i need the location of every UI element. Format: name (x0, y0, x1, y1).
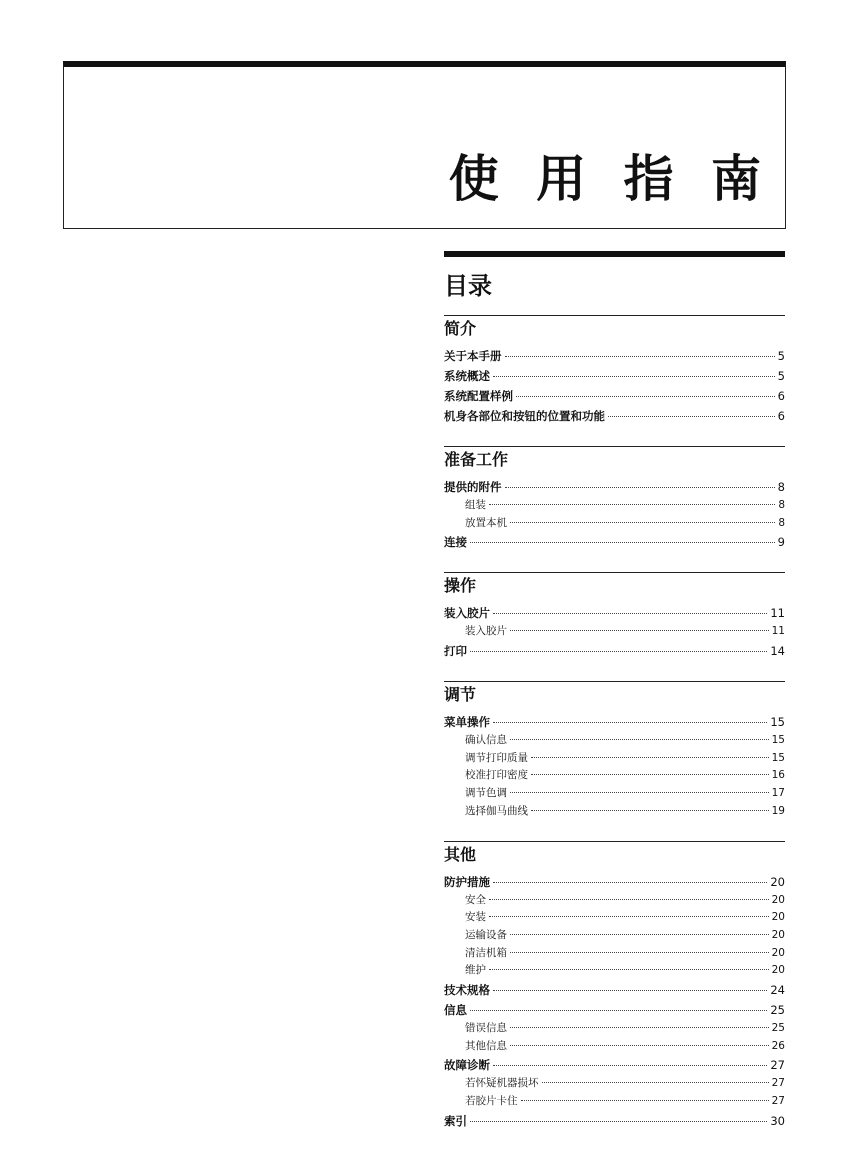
entry-label: 校准打印密度 (465, 769, 528, 782)
dot-leader (510, 1045, 769, 1046)
section-title: 操作 (444, 576, 477, 596)
dot-leader (493, 376, 775, 377)
page-number: 8 (777, 480, 785, 494)
page-number: 27 (771, 1095, 785, 1107)
entry-label: 安装 (465, 911, 486, 924)
dot-leader (489, 899, 769, 900)
section-title: 简介 (444, 319, 477, 338)
toc-subentry[interactable] (444, 945, 785, 963)
toc-section (444, 681, 785, 820)
dot-leader (510, 1027, 769, 1028)
toc-subentry[interactable] (444, 962, 785, 980)
toc-subentry[interactable] (444, 623, 785, 641)
page-number: 20 (770, 874, 785, 889)
toc-section (444, 841, 785, 1131)
dot-leader (542, 1082, 769, 1083)
entry-label: 若胶片卡住 (465, 1095, 518, 1107)
page-number: 5 (777, 369, 785, 383)
toc-section (444, 315, 785, 426)
page-number: 17 (771, 787, 785, 800)
entry-label: 装入胶片 (444, 606, 490, 621)
toc-subentry[interactable] (444, 1020, 785, 1038)
dot-leader (516, 396, 775, 397)
toc-subentry[interactable] (444, 767, 785, 785)
entry-label: 调节打印质量 (465, 751, 528, 764)
dot-leader (531, 774, 769, 775)
section-title: 准备工作 (444, 450, 509, 469)
dot-leader (608, 416, 775, 417)
entry-label: 信息 (444, 1002, 467, 1017)
dot-leader (510, 630, 769, 631)
entry-label: 菜单操作 (444, 715, 490, 730)
dot-leader (531, 810, 769, 811)
dot-leader (470, 1121, 767, 1122)
dot-leader (510, 739, 769, 740)
entry-label: 故障诊断 (444, 1058, 490, 1073)
page-number: 11 (771, 625, 785, 638)
entry-label: 组装 (465, 499, 486, 511)
toc-section (444, 446, 785, 552)
dot-leader (493, 722, 767, 723)
page-number: 20 (771, 928, 785, 941)
toc-entry[interactable] (444, 406, 785, 426)
entry-label: 若怀疑机器损坏 (465, 1077, 539, 1090)
entry-label: 系统配置样例 (444, 389, 513, 403)
entry-label: 连接 (444, 535, 467, 550)
toc-subentry[interactable] (444, 515, 785, 533)
entry-label: 清洁机箱 (465, 946, 507, 959)
entry-label: 调节色调 (465, 787, 507, 800)
page-number: 14 (770, 644, 785, 659)
toc-subentry[interactable] (444, 892, 785, 910)
dot-leader (510, 934, 769, 935)
toc-subentry[interactable] (444, 1075, 785, 1093)
dot-leader (531, 757, 769, 758)
page-number: 15 (771, 751, 785, 764)
toc-heading: 目录 (444, 272, 492, 300)
page-number: 8 (778, 499, 785, 511)
toc-entry[interactable] (444, 603, 785, 623)
table-of-contents (444, 251, 785, 1151)
page-number: 27 (770, 1058, 785, 1073)
toc-subentry[interactable] (444, 803, 785, 821)
page-number: 20 (771, 911, 785, 924)
title-box (63, 61, 786, 229)
page-number: 20 (771, 946, 785, 959)
dot-leader (470, 651, 767, 652)
entry-label: 索引 (444, 1113, 467, 1128)
dot-leader (493, 990, 767, 991)
entry-label: 打印 (444, 644, 467, 659)
dot-leader (510, 522, 775, 523)
dot-leader (489, 969, 769, 970)
toc-entry[interactable] (444, 386, 785, 406)
toc-subentry[interactable] (444, 909, 785, 927)
entry-label: 安全 (465, 893, 486, 906)
entry-label: 错误信息 (465, 1021, 507, 1034)
entry-label: 装入胶片 (465, 625, 507, 638)
entry-label: 确认信息 (465, 734, 507, 747)
page-number: 20 (771, 964, 785, 977)
toc-subentry[interactable] (444, 497, 785, 515)
dot-leader (510, 952, 769, 953)
dot-leader (505, 487, 775, 488)
toc-subentry[interactable] (444, 785, 785, 803)
page-number: 6 (777, 409, 785, 423)
toc-section (444, 572, 785, 661)
page-number: 20 (771, 893, 785, 906)
toc-entry[interactable] (444, 1000, 785, 1020)
section-title: 其他 (444, 844, 477, 864)
dot-leader (470, 1010, 767, 1011)
entry-label: 放置本机 (465, 516, 507, 529)
toc-entry[interactable] (444, 477, 785, 497)
entry-label: 技术规格 (444, 982, 490, 997)
toc-entry[interactable] (444, 980, 785, 1000)
page-number: 5 (777, 349, 785, 363)
toc-entry[interactable] (444, 872, 785, 892)
page-number: 15 (770, 715, 785, 730)
dot-leader (489, 916, 769, 917)
page-title: 使 用 指 南 (448, 150, 771, 208)
page-number: 11 (770, 606, 785, 621)
toc-entry[interactable] (444, 366, 785, 386)
dot-leader (493, 882, 767, 883)
toc-subentry[interactable] (444, 1093, 785, 1111)
toc-entry[interactable] (444, 641, 785, 661)
toc-subentry[interactable] (444, 927, 785, 945)
page-number: 25 (770, 1002, 785, 1017)
entry-label: 维护 (465, 964, 486, 977)
toc-entry[interactable] (444, 346, 785, 366)
page-number: 24 (770, 982, 785, 997)
dot-leader (505, 356, 775, 357)
page-number: 6 (777, 389, 785, 403)
toc-entry[interactable] (444, 1111, 785, 1131)
toc-subentry[interactable] (444, 750, 785, 768)
entry-label: 运输设备 (465, 928, 507, 941)
page-number: 26 (771, 1039, 785, 1052)
dot-leader (493, 613, 767, 614)
section-title: 调节 (444, 685, 477, 705)
page-number: 25 (771, 1021, 785, 1034)
toc-sections (444, 315, 785, 1131)
toc-entry[interactable] (444, 532, 785, 552)
entry-label: 提供的附件 (444, 480, 502, 494)
page-number: 8 (778, 516, 785, 529)
entry-label: 其他信息 (465, 1039, 507, 1052)
page-number: 16 (771, 769, 785, 782)
toc-subentry[interactable] (444, 732, 785, 750)
page-number: 30 (770, 1113, 785, 1128)
dot-leader (510, 792, 769, 793)
entry-label: 系统概述 (444, 369, 490, 383)
page-number: 15 (771, 734, 785, 747)
entry-label: 防护措施 (444, 874, 490, 889)
page-number: 19 (771, 804, 785, 817)
toc-entry[interactable] (444, 1055, 785, 1075)
entry-label: 机身各部位和按钮的位置和功能 (444, 409, 605, 423)
toc-subentry[interactable] (444, 1038, 785, 1056)
entry-label: 关于本手册 (444, 349, 502, 363)
entry-label: 选择伽马曲线 (465, 804, 528, 817)
page-number: 9 (777, 535, 785, 550)
dot-leader (489, 504, 775, 505)
dot-leader (470, 542, 775, 543)
dot-leader (493, 1065, 767, 1066)
toc-top-rule (444, 251, 785, 257)
dot-leader (521, 1100, 769, 1101)
toc-entry[interactable] (444, 712, 785, 732)
page-number: 27 (771, 1077, 785, 1090)
